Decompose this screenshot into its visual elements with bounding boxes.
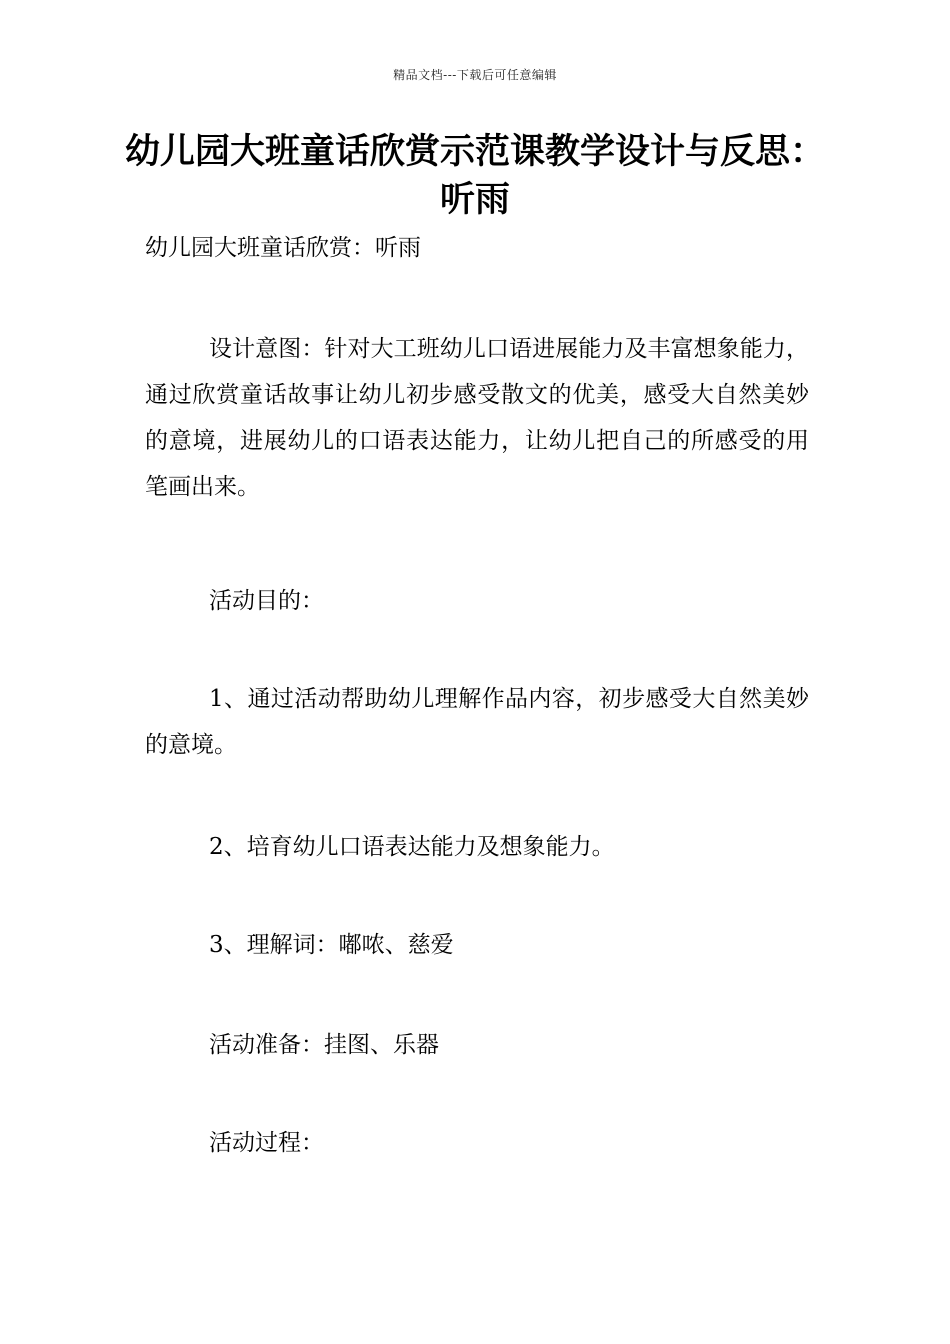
paragraph-design-intent: 设计意图：针对大工班幼儿口语进展能力及丰富想象能力，通过欣赏童话故事让幼儿初步感受散文的优美，感受大自然美妙的意境，进展幼儿的口语表达能力，让幼儿把自己的所感受的用笔画出来。 [145,336,809,500]
header-note: 精品文档---下载后可任意编辑 [393,68,557,82]
paragraph-process: 活动过程： [209,1130,324,1156]
paragraph-preparation: 活动准备：挂图、乐器 [209,1032,439,1058]
document-title: 幼儿园大班童话欣赏示范课教学设计与反思：听雨 [124,132,825,220]
paragraph-goal-2: 2、培育幼儿口语表达能力及想象能力。 [209,834,615,860]
paragraph-goal-heading: 活动目的： [209,588,324,614]
paragraph-goal-1: 1、通过活动帮助幼儿理解作品内容，初步感受大自然美妙的意境。 [145,686,809,758]
paragraph-goal-3: 3、理解词：嘟哝、慈爱 [209,932,454,958]
document-subtitle: 幼儿园大班童话欣赏：听雨 [145,235,421,261]
